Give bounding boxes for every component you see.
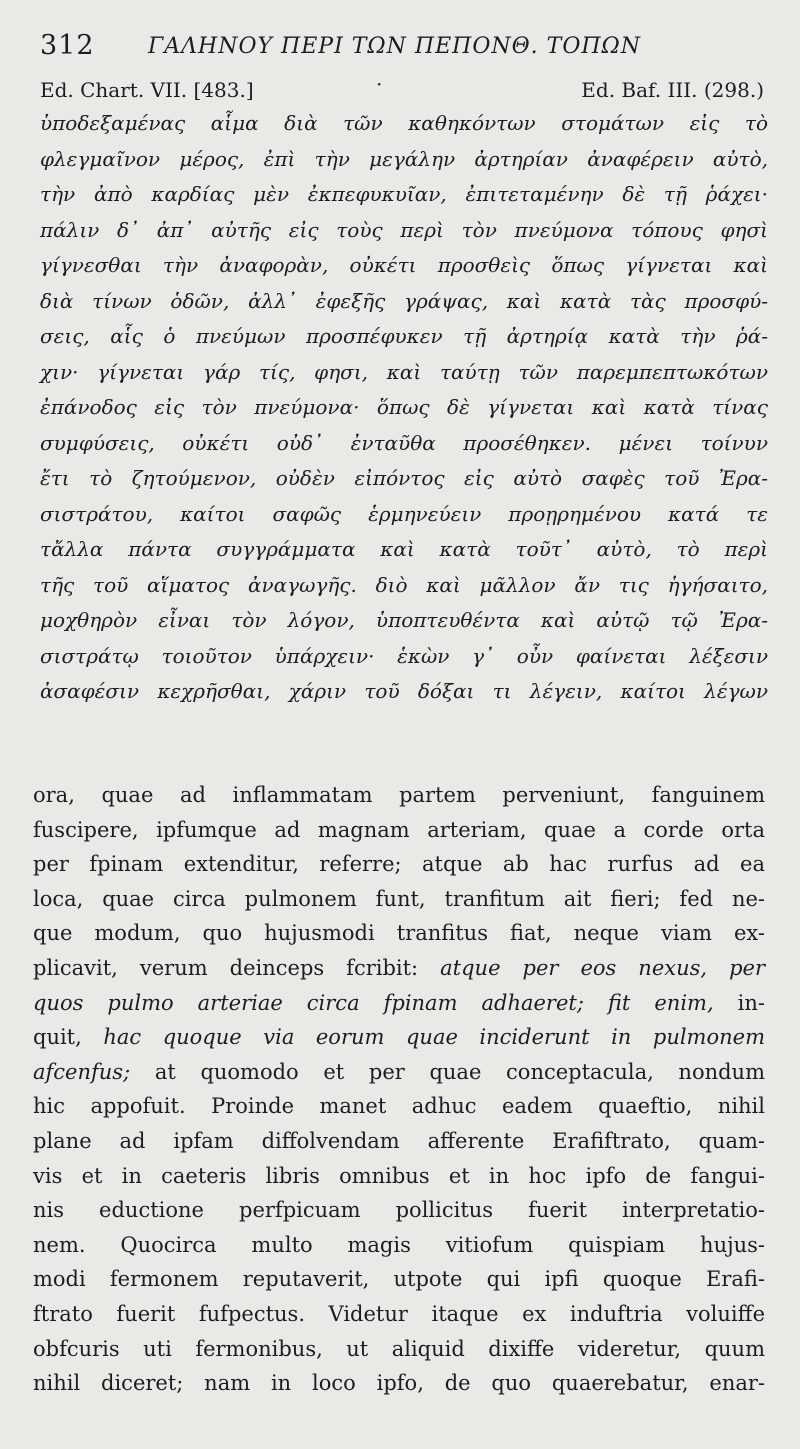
italic-quotation: quos pulmo arteriae circa fpinam adhaeret; fit enim, bbox=[33, 990, 714, 1015]
latin-text-segment: hic appofuit. Proinde manet adhuc eadem quaeftio, nihil bbox=[33, 1094, 765, 1119]
latin-text-segment: nem. Quocirca multo magis vitiofum quispiam hujus- bbox=[33, 1232, 765, 1257]
show-through-text bbox=[235, 693, 240, 712]
latin-text-segment: loca, quae circa pulmonem funt, tranfitum ait fieri; fed ne- bbox=[33, 886, 765, 911]
running-title: ΓΑΛΗΝΟΥ ΠΕΡΙ ΤΩΝ ΠΕΠΟΝΘ. ΤΟΠΩΝ bbox=[148, 34, 642, 59]
greek-line: σιστράτου, καίτοι σαφῶς ἑρμηνεύειν προῃρημένου κατά τε bbox=[40, 501, 768, 526]
italic-quotation: afcenfus; bbox=[33, 1059, 131, 1084]
greek-line: ἔτι τὸ ζητούμενον, οὐδὲν εἰπόντος εἰς αὐτὸ σαφὲς τοῦ Ἐρα- bbox=[40, 466, 768, 490]
latin-line bbox=[33, 1193, 765, 1228]
latin-line bbox=[33, 986, 765, 1021]
greek-line: πάλιν δ᾽ ἀπ᾽ αὐτῆς εἰς τοὺς περὶ τὸν πνεύμονα τόπους φησὶ bbox=[40, 217, 768, 242]
greek-line: μοχθηρὸν εἶναι τὸν λόγον, ὑποπτευθέντα καὶ αὐτῷ τῷ Ἐρα- bbox=[40, 608, 768, 632]
latin-line bbox=[33, 847, 765, 882]
latin-text-segment: que modum, quo hujusmodi tranfitus fiat, neque viam ex- bbox=[33, 921, 765, 946]
edition-chart-reference: Ed. Chart. VII. [483.] bbox=[40, 78, 254, 102]
latin-line bbox=[33, 1124, 765, 1159]
latin-text-segment: at quomodo et per quae conceptacula, nondum bbox=[130, 1059, 765, 1084]
latin-line bbox=[33, 951, 765, 986]
latin-line bbox=[33, 1297, 765, 1332]
latin-text-segment: ftrato fuerit fufpectus. Videtur itaque ex induftria voluiffe bbox=[33, 1301, 765, 1326]
latin-line bbox=[33, 916, 765, 951]
greek-line: σιστράτῳ τοιοῦτον ὑπάρχειν· ἑκὼν γ᾽ οὖν φαίνεται λέξεσιν bbox=[40, 643, 768, 668]
latin-text-block bbox=[33, 778, 765, 1401]
latin-line bbox=[33, 1055, 765, 1090]
latin-text-segment: per fpinam extenditur, referre; atque ab hac rurfus ad ea bbox=[33, 852, 765, 877]
greek-line: ὑποδεξαμένας αἷμα διὰ τῶν καθηκόντων στομάτων εἰς τὸ bbox=[40, 111, 768, 135]
separator-dot: · bbox=[376, 72, 383, 96]
latin-text-segment: modi fermonem reputaverit, utpote qui ipfi quoque Erafi- bbox=[33, 1267, 765, 1292]
latin-text-segment: ora, quae ad inflammatam partem perveniunt, fanguinem bbox=[33, 783, 765, 807]
latin-line bbox=[33, 1366, 765, 1401]
running-head bbox=[40, 28, 764, 68]
greek-line: χιν· γίγνεται γάρ τίς, φησι, καὶ ταύτῃ τῶν παρεμπεπτωκότων bbox=[40, 359, 768, 384]
latin-text-segment: nis eductione perfpicuam pollicitus fuerit interpretatio- bbox=[33, 1198, 765, 1223]
greek-line: τὴν ἀπὸ καρδίας μὲν ἐκπεφυκυῖαν, ἐπιτεταμένην δὲ τῇ ῥάχει· bbox=[40, 182, 768, 206]
greek-line: ἐπάνοδος εἰς τὸν πνεύμονα· ὅπως δὲ γίγνεται καὶ κατὰ τίνας bbox=[40, 395, 768, 419]
latin-text-segment: vis et in caeteris libris omnibus et in hoc ipfo de fangui- bbox=[33, 1163, 765, 1188]
latin-text-segment: plane ad ipfam diffolvendam afferente Erafiftrato, quam- bbox=[33, 1128, 765, 1153]
latin-text-segment: quit, bbox=[33, 1025, 104, 1050]
edition-basel-reference: Ed. Baf. III. (298.) bbox=[581, 78, 764, 102]
greek-line: τἄλλα πάντα συγγράμματα καὶ κατὰ τοῦτ᾽ αὐτὸ, τὸ περὶ bbox=[40, 537, 768, 561]
latin-text-segment: fuscipere, ipfumque ad magnam arteriam, quae a corde orta bbox=[33, 817, 765, 842]
greek-line: ἀσαφέσιν κεχρῆσθαι, χάριν τοῦ δόξαι τι λέγειν, καίτοι λέγων bbox=[40, 679, 768, 703]
greek-text-block bbox=[40, 106, 768, 710]
greek-line: τῆς τοῦ αἵματος ἀναγωγῆς. διὸ καὶ μᾶλλον ἄν τις ἡγήσαιτο, bbox=[40, 572, 768, 597]
greek-line: φλεγμαῖνον μέρος, ἐπὶ τὴν μεγάλην ἀρτηρίαν ἀναφέρειν αὐτὸ, bbox=[40, 146, 768, 171]
latin-line bbox=[33, 1159, 765, 1194]
latin-line bbox=[33, 882, 765, 917]
latin-text-segment: nihil diceret; nam in loco ipfo, de quo quaerebatur, enar- bbox=[33, 1371, 765, 1396]
latin-line bbox=[33, 1020, 765, 1055]
greek-line: διὰ τίνων ὁδῶν, ἀλλ᾽ ἐφεξῆς γράψας, καὶ κατὰ τὰς προσφύ- bbox=[40, 288, 768, 313]
latin-text-segment: obfcuris uti fermonibus, ut aliquid dixiffe videretur, quum bbox=[33, 1336, 765, 1361]
latin-line bbox=[33, 1089, 765, 1124]
latin-line bbox=[33, 1228, 765, 1263]
italic-quotation: hac quoque via eorum quae inciderunt in pulmonem bbox=[103, 1025, 765, 1050]
page-number: 312 bbox=[40, 30, 95, 61]
latin-text-segment: plicavit, verum deinceps fcribit: bbox=[33, 955, 441, 980]
latin-line bbox=[33, 813, 765, 848]
latin-text-segment: in- bbox=[713, 990, 765, 1015]
latin-line bbox=[33, 778, 765, 813]
italic-quotation: atque per eos nexus, per bbox=[440, 955, 765, 980]
greek-line: σεις, αἷς ὁ πνεύμων προσπέφυκεν τῇ ἀρτηρίᾳ κατὰ τὴν ῥά- bbox=[40, 324, 768, 348]
edition-reference-line bbox=[40, 72, 764, 108]
latin-line bbox=[33, 1262, 765, 1297]
greek-line: γίγνεσθαι τὴν ἀναφορὰν, οὐκέτι προσθεὶς ὅπως γίγνεται καὶ bbox=[40, 253, 768, 277]
latin-line bbox=[33, 1332, 765, 1367]
greek-line: συμφύσεις, οὐκέτι οὐδ᾽ ἐνταῦθα προσέθηκεν. μένει τοίνυν bbox=[40, 430, 768, 455]
